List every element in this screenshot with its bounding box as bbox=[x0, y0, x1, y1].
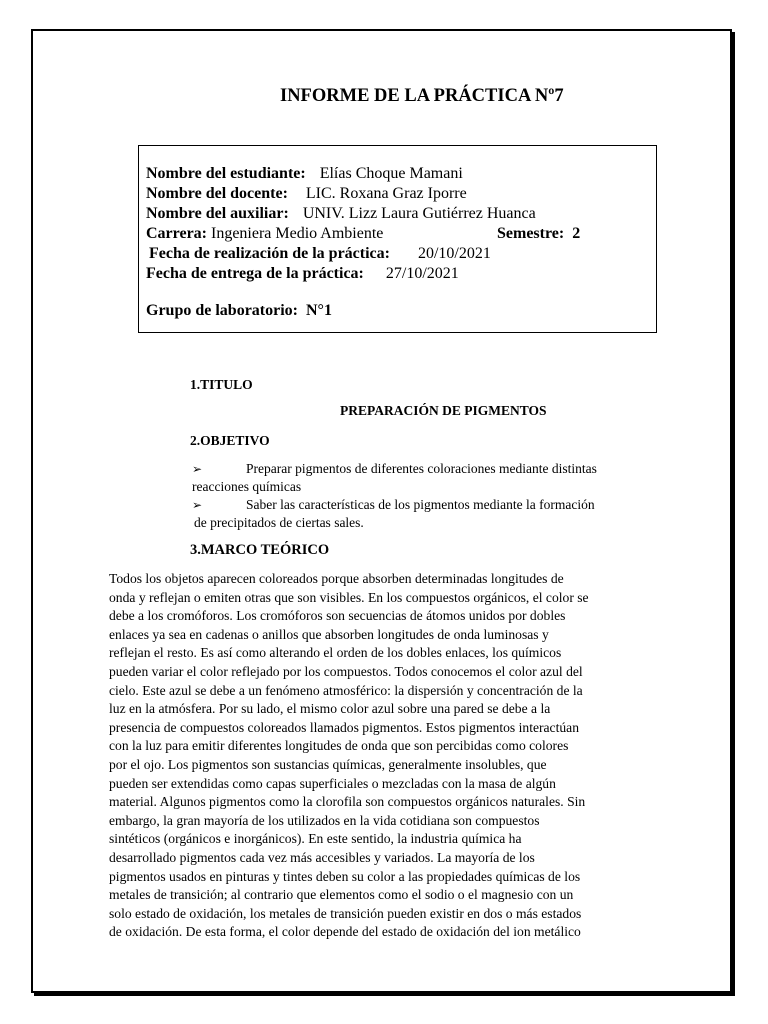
paragraph-line: cielo. Este azul se debe a un fenómeno atmosférico: la dispersión y concentración de la bbox=[109, 682, 583, 698]
paragraph-line: debe a los cromóforos. Los cromóforos son secuencias de átomos unidos por dobles bbox=[109, 608, 566, 624]
teacher-name-row bbox=[146, 184, 467, 204]
semester-value: 2 bbox=[572, 225, 581, 242]
date-done-label: Fecha de realización de la práctica: bbox=[149, 245, 390, 262]
career-label: Carrera: bbox=[146, 225, 207, 242]
assistant-label: Nombre del auxiliar: bbox=[146, 205, 289, 222]
group-value: N°1 bbox=[306, 302, 332, 319]
marco-teorico-paragraph bbox=[109, 570, 665, 942]
teacher-label: Nombre del docente: bbox=[146, 185, 288, 202]
assistant-value: UNIV. Lizz Laura Gutiérrez Huanca bbox=[302, 205, 536, 222]
teacher-value: LIC. Roxana Graz Iporre bbox=[305, 185, 467, 202]
paragraph-line: pueden ser extendidas como capas superficiales o mezcladas con la masa de algún bbox=[109, 775, 556, 791]
objective-item-2 bbox=[192, 496, 595, 532]
student-name-row bbox=[146, 164, 463, 184]
group-label: Grupo de laboratorio: bbox=[146, 302, 298, 319]
paragraph-line: material. Algunos pigmentos como la clorofila son compuestos orgánicos naturales. Sin bbox=[109, 794, 586, 810]
paragraph-line: embargo, la gran mayoría de los utilizados en la vida cotidiana son compuestos bbox=[109, 812, 540, 828]
date-done-row bbox=[149, 244, 491, 264]
student-value: Elías Choque Mamani bbox=[319, 165, 463, 182]
report-title: INFORME DE LA PRÁCTICA Nº7 bbox=[280, 86, 564, 106]
paragraph-line: solo estado de oxidación, los metales de transición pueden existir en dos o más estados bbox=[109, 905, 582, 921]
section-titulo-heading: 1.TITULO bbox=[190, 377, 253, 392]
arrow-bullet-icon: ➢ bbox=[192, 462, 203, 476]
paragraph-line: presencia de compuestos coloreados llamados pigmentos. Estos pigmentos interactúan bbox=[109, 719, 579, 735]
paragraph-line: por el ojo. Los pigmentos son sustancias químicas, generalmente insolubles, que bbox=[109, 756, 547, 772]
objective-item-1 bbox=[192, 460, 597, 496]
date-done-value: 20/10/2021 bbox=[417, 245, 491, 262]
paragraph-line: pigmentos usados en pinturas y tintes deben su color a las propiedades químicas de los bbox=[109, 868, 581, 884]
date-delivery-row bbox=[146, 264, 459, 284]
paragraph-line: Todos los objetos aparecen coloreados porque absorben determinadas longitudes de bbox=[109, 571, 564, 586]
paragraph-line: sintéticos (orgánicos e inorgánicos). En este sentido, la industria química ha bbox=[109, 831, 522, 847]
paragraph-line: enlaces ya sea en cadenas o anillos que absorben longitudes de onda luminosas y bbox=[109, 626, 549, 642]
arrow-bullet-icon: ➢ bbox=[192, 498, 203, 512]
paragraph-line: luz en la atmósfera. Por su lado, el mismo color azul sobre una pared se debe a la bbox=[109, 701, 551, 717]
student-label: Nombre del estudiante: bbox=[146, 165, 306, 182]
paragraph-line: metales de transición; al contrario que elementos como el sodio o el magnesio con un bbox=[109, 887, 574, 903]
lab-group-row bbox=[146, 301, 332, 321]
paragraph-line: con la luz para emitir diferentes longitudes de onda que son percibidas como colores bbox=[109, 738, 569, 754]
date-delivery-value: 27/10/2021 bbox=[385, 265, 459, 282]
paragraph-line: pueden variar el color reflejado por los compuestos. Todos conocemos el color azul del bbox=[109, 663, 583, 679]
objective-2-line-2: de precipitados de ciertas sales. bbox=[194, 515, 364, 530]
assistant-name-row bbox=[146, 204, 536, 224]
paragraph-line: reflejan el resto. Es así como alterando el orden de los dobles enlaces, los químicos bbox=[109, 645, 562, 661]
objective-2-line-1: Saber las características de los pigmentos mediante la formación bbox=[246, 497, 595, 512]
section-objetivo-heading: 2.OBJETIVO bbox=[190, 433, 270, 448]
career-row bbox=[146, 224, 383, 244]
date-delivery-label: Fecha de entrega de la práctica: bbox=[146, 265, 364, 282]
semester-label: Semestre: bbox=[497, 225, 565, 242]
practice-title: PREPARACIÓN DE PIGMENTOS bbox=[340, 403, 547, 418]
semester-row bbox=[497, 224, 580, 244]
paragraph-line: onda y reflejan o emiten otras que son visibles. En los compuestos orgánicos, el color se bbox=[109, 589, 589, 605]
section-marco-heading: 3.MARCO TEÓRICO bbox=[190, 542, 330, 558]
paragraph-line: de oxidación. De esta forma, el color depende del estado de oxidación del ion metálico bbox=[109, 924, 581, 940]
career-value: Ingeniera Medio Ambiente bbox=[211, 225, 384, 242]
objective-1-line-2: reacciones químicas bbox=[192, 479, 302, 494]
objective-1-line-1: Preparar pigmentos de diferentes coloraciones mediante distintas bbox=[246, 461, 597, 476]
paragraph-line: desarrollado pigmentos cada vez más accesibles y variados. La mayoría de los bbox=[109, 849, 535, 865]
